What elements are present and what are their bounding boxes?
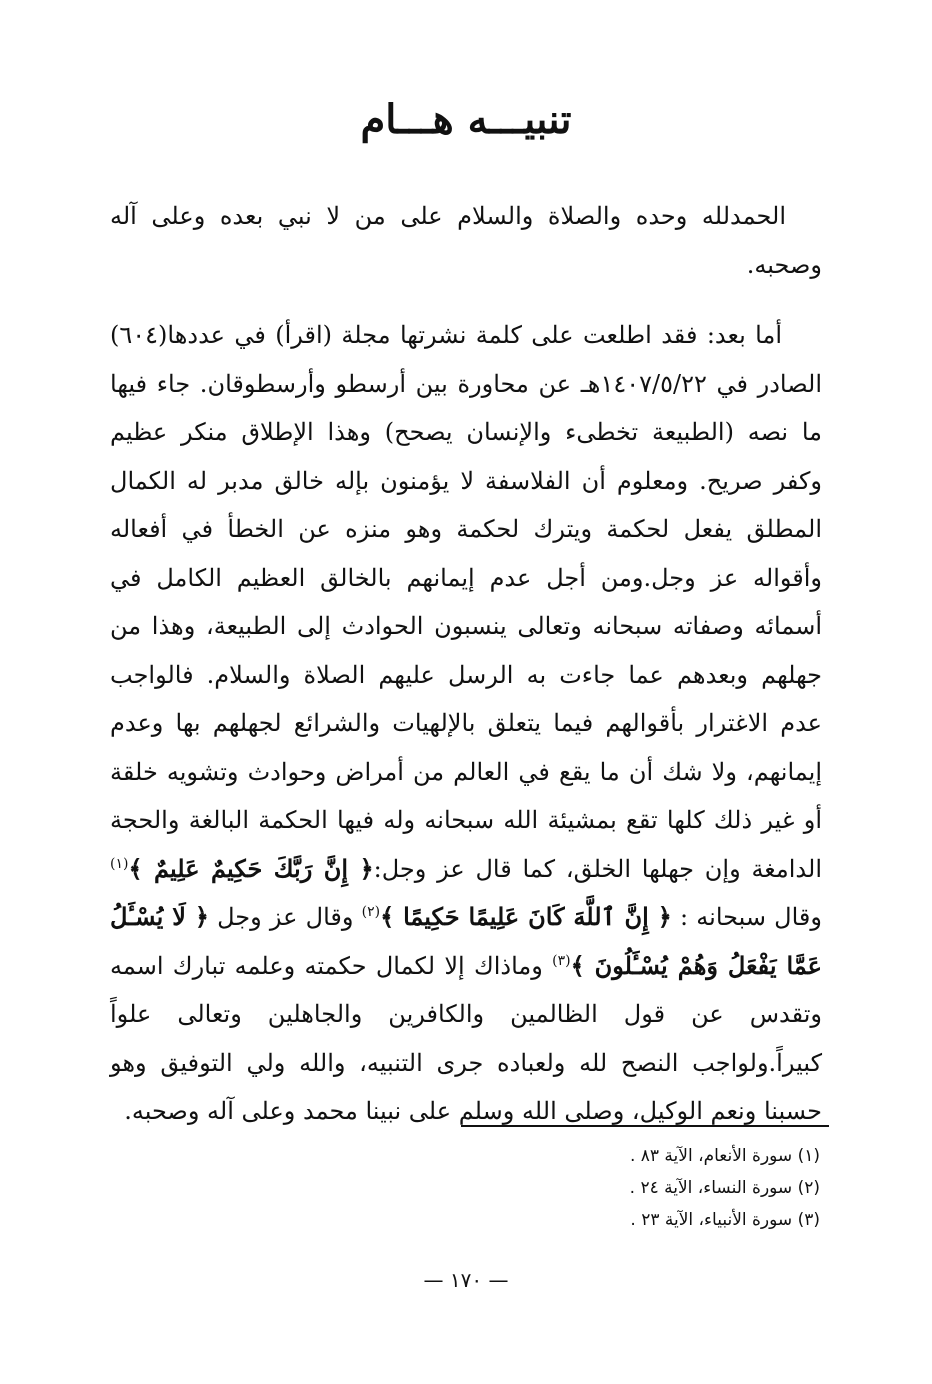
- opening-paragraph: الحمدلله وحده والصلاة والسلام على من لا نبي بعده وعلى آله وصحبه.: [110, 202, 822, 279]
- main-paragraph: [110, 311, 822, 1136]
- body-text: [110, 192, 822, 1136]
- footnote-ref-2: (٢): [361, 904, 381, 920]
- quran-verse-1: ﴿ إِنَّ رَبَّكَ حَكِيمٌ عَلِيمٌ ﴾: [128, 853, 374, 883]
- footnote-3: (٣) سورة الأنبياء، الآية ٢٣ .: [630, 1210, 820, 1230]
- quran-verse-3: ﴿ لَا يُسْـَٔلُ عَمَّا يَفْعَلُ وَهُمْ يُسْـَٔلُونَ ﴾: [110, 902, 823, 980]
- footnote-divider: [461, 1125, 829, 1127]
- main-text-part-1: أما بعد: فقد اطلعت على كلمة نشرتها مجلة (اقرأ) في عددها(٦٠٤) الصادر في ١٤٠٧/٥/٢٢هـ عن محاورة بين أرسطو وأرسطوقان. جاء فيها ما نصه (الطبيعة تخطىء والإنسان يصحح) وهذا الإطلاق منكر عظيم وكفر صريح. ومعلوم أن الفلاسفة لا يؤمنون بإله خالق مدبر له الكمال المطلق يفعل لحكمة ويترك لحكمة وهو منزه عن الخطأ في أفعاله وأقواله عز وجل.ومن أجل عدم إيمانهم بالخالق العظيم الكامل في أسمائه وصفاته سبحانه وتعالى ينسبون الحوادث إلى الطبيعة، وهذا من جهلهم وبعدهم عما جاءت به الرسل عليهم الصلاة والسلام. فالواجب عدم الاغترار بأقوالهم فيما يتعلق بالإلهيات والشرائع لجهلهم بها وعدم إيمانهم، ولا شك أن ما يقع في العالم من أمراض وحوادث وتشويه خلقة أو غير ذلك كلها تقع بمشيئة الله سبحانه وله فيها الحكمة البالغة والحجة الدامغة وإن جهلها الخلق، كما قال عز وجل:: [110, 321, 823, 883]
- footnote-1: (١) سورة الأنعام، الآية ٨٣ .: [629, 1146, 820, 1166]
- main-text-part-2: وقال سبحانه :: [671, 903, 822, 931]
- page-number: — ١٧٠ —: [423, 1268, 509, 1292]
- footnotes: [420, 1140, 820, 1236]
- main-text-part-4: وماذاك إلا لكمال حكمته وعلمه تبارك اسمه وتقدس عن قول الظالمين والكافرين والجاهلين وتعالى علواً كبيراً.ولواجب النصح لله ولعباده جرى التنبيه، والله ولي التوفيق وهو حسبنا ونعم الوكيل، وصلى الله وسلم على نبينا محمد وعلى آله وصحبه.: [110, 951, 822, 1125]
- quran-verse-2: ﴿ إِنَّ ٱللَّهَ كَانَ عَلِيمًا حَكِيمًا ﴾: [380, 902, 672, 931]
- footnote-2: (٢) سورة النساء، الآية ٢٤ .: [629, 1178, 820, 1198]
- main-text-part-3: وقال عز وجل: [208, 903, 362, 931]
- page-title: تنبيـــه هـــام: [360, 96, 572, 143]
- footnote-ref-1: (١): [110, 855, 129, 872]
- footnote-ref-3: (٣): [552, 952, 571, 969]
